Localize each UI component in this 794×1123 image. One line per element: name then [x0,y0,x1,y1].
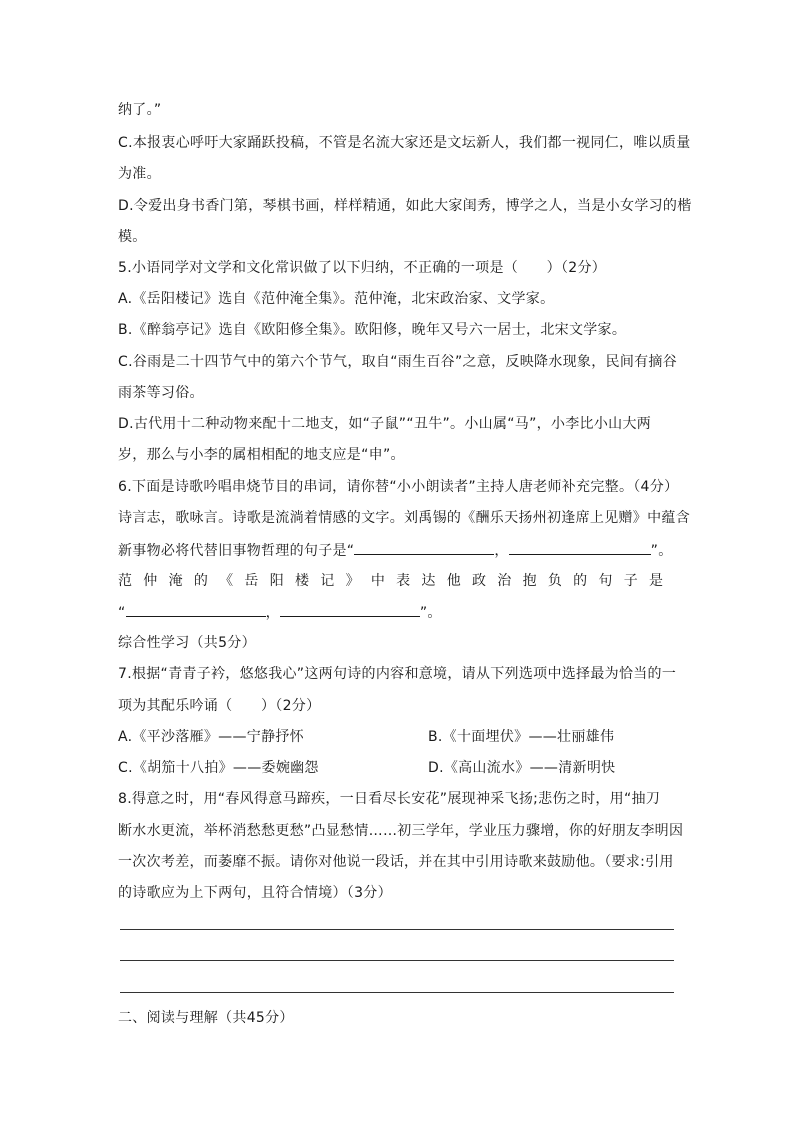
q4-option-c-line2: 为准。 [118,166,161,182]
q7-option-b: B.《十面埋伏》——壮丽雄伟 [428,729,615,745]
q7-option-a: A.《平沙落雁》——宁静抒怀 [118,729,304,745]
q6-line3: 范仲淹的《岳阳楼记》中表达他政治抱负的句子是 [118,573,674,589]
q7-stem-line1: 7.根据“青青子衿，悠悠我心”这两句诗的内容和意境，请从下列选项中选择最为恰当的一 [118,666,677,682]
q7-options-row1 [118,727,674,747]
q6-line2-text: 新事物必将代替旧事物哲理的句子是“ [118,543,355,559]
q5-option-c-line2: 雨茶等习俗。 [118,385,204,401]
answer-blank[interactable] [509,540,651,555]
answer-line[interactable] [120,929,674,930]
q8-line2: 断水水更流，举杯消愁愁更愁”凸显愁情……初三学年，学业压力骤增，你的好朋友李明因 [118,823,684,839]
q4-option-d-line2: 模。 [118,229,147,245]
q7-option-c: C.《胡笳十八拍》——委婉幽怨 [118,760,319,776]
section-title-comprehensive: 综合性学习（共5分） [118,635,256,651]
q4-option-c-line1: C.本报衷心呼吁大家踊跃投稿，不管是名流大家还是文坛新人，我们都一视同仁，唯以质量 [118,135,691,151]
q5-stem: 5.小语同学对文学和文化常识做了以下归纳，不正确的一项是（ ）（2分） [118,260,607,276]
q7-options-row2 [118,758,674,778]
q6-comma: ， [494,543,509,559]
q5-option-d-line2: 岁，那么与小李的属相相配的地支应是“申”。 [118,447,405,463]
q8-line3: 一次次考差，而萎靡不振。请你对他说一段话，并在其中引用诗歌来鼓励他。（要求:引用 [118,854,674,870]
q5-option-b: B.《醉翁亭记》选自《欧阳修全集》。欧阳修，晚年又号六一居士，北宋文学家。 [118,322,627,338]
answer-blank[interactable] [354,540,494,555]
q8-line1: 8.得意之时，用“春风得意马蹄疾，一日看尽长安花”展现神采飞扬;悲伤之时，用“抽刀 [118,791,661,807]
answer-blank[interactable] [126,602,266,617]
q4-continuation: 纳了。” [118,102,162,118]
q6-line4 [118,602,442,623]
q6-comma-2: ， [265,605,280,621]
q6-line1: 诗言志，歌咏言。诗歌是流淌着情感的文字。刘禹锡的《酬乐天扬州初逢席上见赠》中蕴含 [118,510,690,526]
answer-blank[interactable] [280,602,420,617]
answer-line[interactable] [120,992,674,993]
q6-close-quote: ”。 [650,543,673,559]
q6-stem: 6.下面是诗歌吟唱串烧节目的串词，请你替“小小朗读者”主持人唐老师补充完整。（4分） [118,479,679,495]
q5-option-d-line1: D.古代用十二种动物来配十二地支，如“子鼠”“丑牛”。小山属“马”，小李比小山大两 [118,416,652,432]
q4-option-d-line1: D.令爱出身书香门第，琴棋书画，样样精通，如此大家闺秀，博学之人，当是小女学习的楷 [118,198,692,214]
q7-stem-line2: 项为其配乐吟诵（ ）（2分） [118,698,321,714]
q6-end-quote: ”。 [419,605,442,621]
q6-open-quote: “ [118,605,126,621]
q6-line2 [118,540,673,561]
q5-option-a: A.《岳阳楼记》选自《范仲淹全集》。范仲淹，北宋政治家、文学家。 [118,291,555,307]
section-title-reading: 二、阅读与理解（共45分） [118,1010,294,1026]
q8-line4: 的诗歌应为上下两句，且符合情境）（3分） [118,885,392,901]
q5-option-c-line1: C.谷雨是二十四节气中的第六个节气，取自“雨生百谷”之意，反映降水现象，民间有摘谷 [118,354,678,370]
q7-option-d: D.《高山流水》——清新明快 [428,760,616,776]
answer-line[interactable] [120,960,674,961]
